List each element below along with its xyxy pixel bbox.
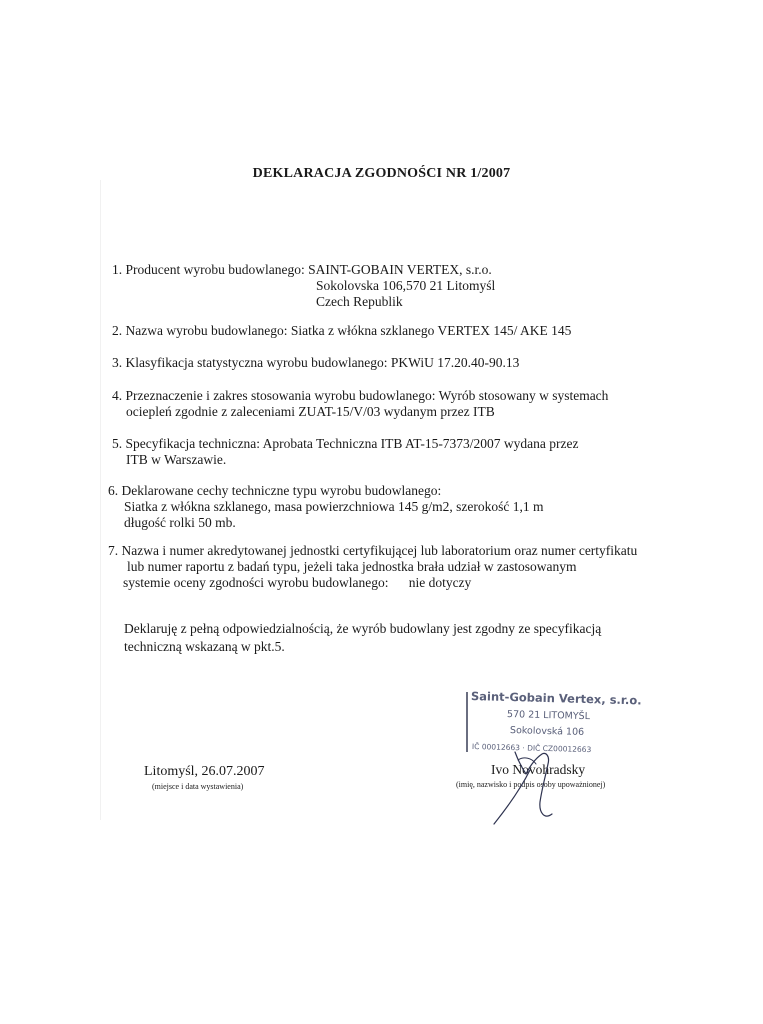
signer-name: Ivo Novohradsky <box>491 762 586 777</box>
declaration-paragraph <box>124 620 601 656</box>
item-text: Nazwa wyrobu budowlanego: Siatka z włókna szklanego VERTEX 145/ AKE 145 <box>125 323 572 338</box>
item-text: Producent wyrobu budowlanego: SAINT-GOBAIN VERTEX, s.r.o. <box>125 262 492 277</box>
list-item-7 <box>108 543 637 591</box>
handwritten-signature <box>470 730 580 830</box>
list-item-5 <box>112 436 579 468</box>
item-text-line: systemie oceny zgodności wyrobu budowlanego: nie dotyczy <box>123 575 472 590</box>
document-title: DEKLARACJA ZGODNOŚCI NR 1/2007 <box>252 166 511 181</box>
list-item-1 <box>112 262 492 278</box>
item-text-line: Deklarowane cechy techniczne typu wyrobu budowlanego: <box>121 483 442 498</box>
item-number: 1. <box>112 262 123 277</box>
item-text-line: Nazwa i numer akredytowanej jednostki certyfikującej lub laboratorium oraz numer certyfikatu <box>121 543 638 558</box>
item-number: 4. <box>112 388 123 403</box>
list-item-3 <box>112 355 519 371</box>
item-text-line: Specyfikacja techniczna: Aprobata Techniczna ITB AT-15-7373/2007 wydana przez <box>125 436 579 451</box>
stamp-street: Sokolovská 106 <box>509 725 585 738</box>
item-number: 7. <box>108 543 119 558</box>
signer-caption: (imię, nazwisko i podpis osoby upoważnionej) <box>456 780 606 789</box>
item-text-line: długość rolki 50 mb. <box>124 515 236 530</box>
item-number: 3. <box>112 355 123 370</box>
producer-address-line-1: Sokolovska 106,570 21 Litomyśl <box>316 278 496 293</box>
item-number: 6. <box>108 483 119 498</box>
item-text-line: ociepleń zgodnie z zaleceniami ZUAT-15/V/03 wydanym przez ITB <box>126 404 495 419</box>
item-number: 2. <box>112 323 123 338</box>
stamp-ids: IČ 00012663 · DIČ CZ00012663 <box>471 742 592 755</box>
item-number: 5. <box>112 436 123 451</box>
stamp-city: 570 21 LITOMYŠL <box>506 709 591 723</box>
declaration-line: Deklaruję z pełną odpowiedzialnością, że wyrób budowlany jest zgodny ze specyfikacją <box>124 621 602 636</box>
item-text: Klasyfikacja statystyczna wyrobu budowlanego: PKWiU 17.20.40-90.13 <box>125 355 520 370</box>
place-date-caption: (miejsce i data wystawienia) <box>152 782 244 791</box>
list-item-6 <box>108 483 544 531</box>
item-text-line: lub numer raportu z badań typu, jeżeli taka jednostka brała udział w zastosowanym <box>127 559 577 574</box>
item-text-line: ITB w Warszawie. <box>126 452 227 467</box>
producer-address-line-2: Czech Republik <box>316 294 403 309</box>
stamp-border <box>466 692 468 752</box>
list-item-4 <box>112 388 608 420</box>
item-text-line: Przeznaczenie i zakres stosowania wyrobu budowlanego: Wyrób stosowany w systemach <box>125 388 609 403</box>
declaration-line: techniczną wskazaną w pkt.5. <box>124 639 285 654</box>
list-item-2 <box>112 323 571 339</box>
stamp-company-name: Saint-Gobain Vertex, s.r.o. <box>470 689 642 708</box>
item-text-line: Siatka z włókna szklanego, masa powierzchniowa 145 g/m2, szerokość 1,1 m <box>124 499 544 514</box>
scan-edge-line <box>100 180 101 820</box>
place-date: Litomyśl, 26.07.2007 <box>144 764 265 779</box>
